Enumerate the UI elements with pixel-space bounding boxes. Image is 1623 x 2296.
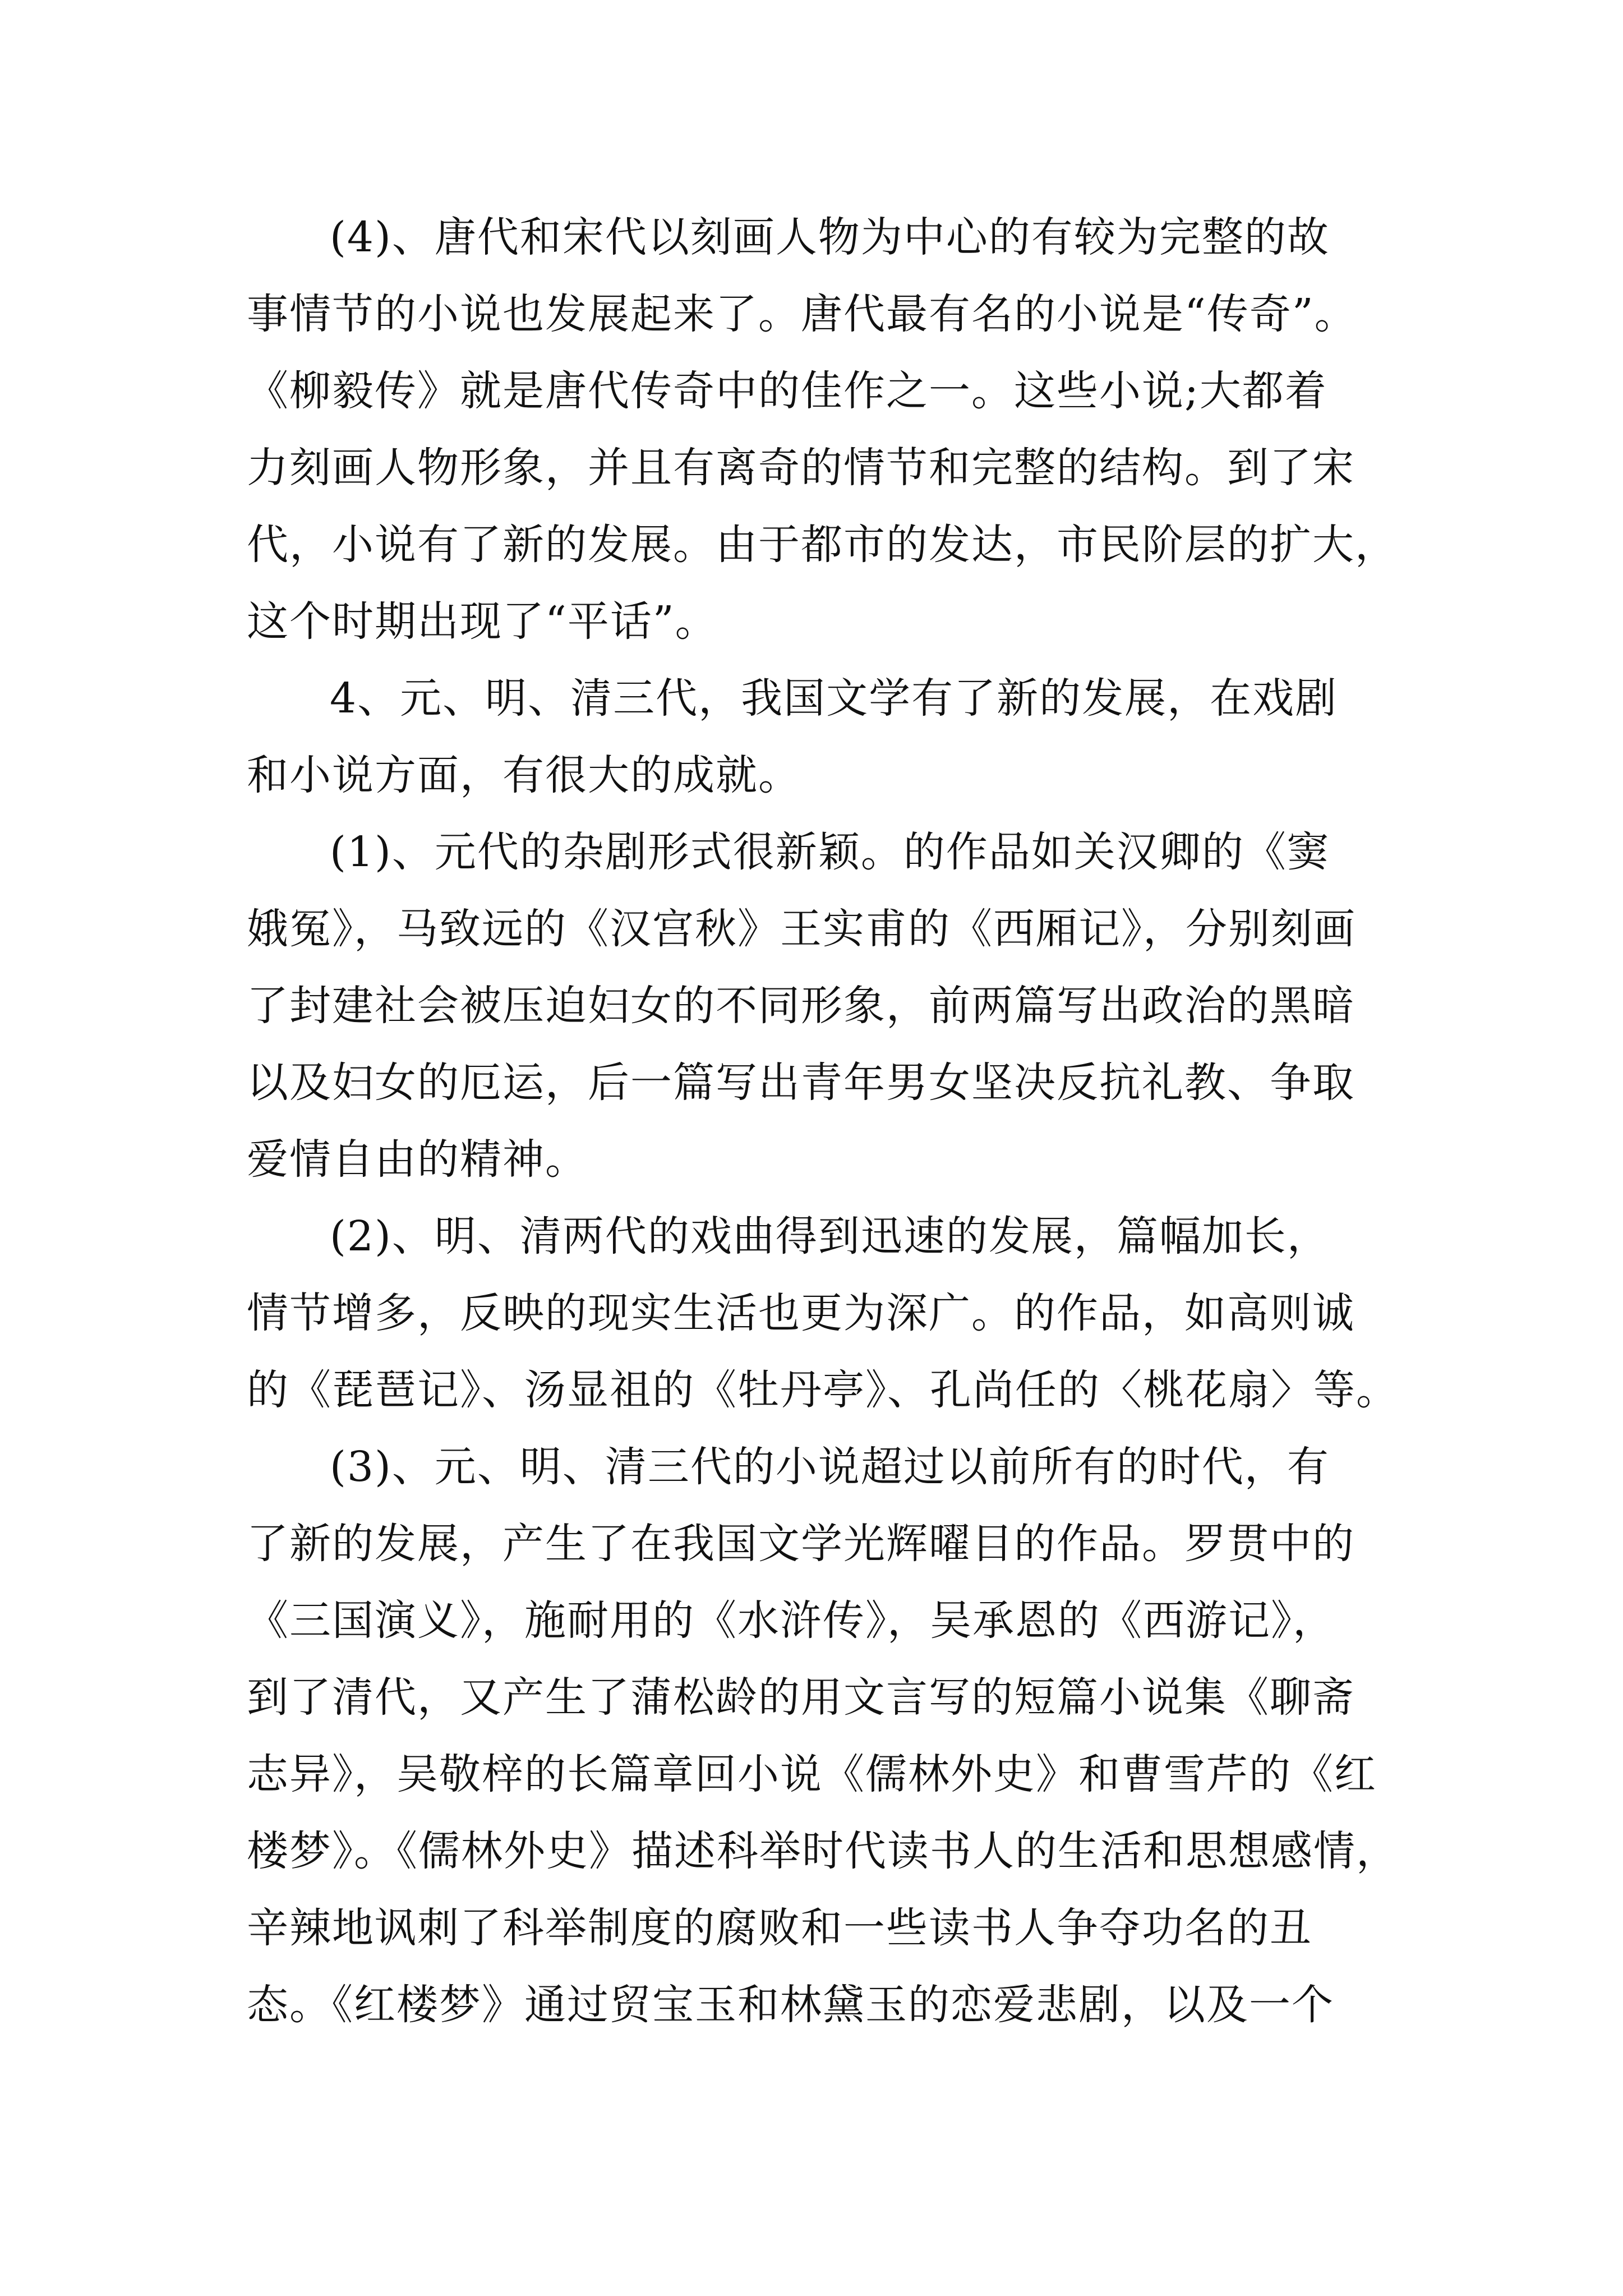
text-line: 事情节的小说也发展起来了。唐代最有名的小说是“传奇”。 [247,290,1357,338]
document-body [247,199,1399,2044]
text-line: 爱情自由的精神。 [247,1135,588,1184]
text-line: 情节增多，反映的现实生活也更为深广。的作品，如高则诚 [247,1289,1355,1337]
text-line: 楼梦》。《儒林外史》描述科举时代读书人的生活和思想感情， [247,1827,1399,1875]
text-line: 的《琵琶记》、汤显祖的《牡丹亭》、孔尚任的〈桃花扇〉等。 [247,1366,1399,1414]
text-line: 了封建社会被压迫妇女的不同形象，前两篇写出政治的黑暗 [247,982,1355,1030]
paragraph-yuan-ming-qing-novels [247,1429,1399,2044]
text-line: 《三国演义》，施耐用的《水浒传》，吴承恩的《西游记》， [247,1596,1335,1645]
text-line: 这个时期出现了“平话”。 [247,597,718,646]
text-line: 和小说方面，有很大的成就。 [247,751,801,799]
text-line: 《柳毅传》就是唐代传奇中的佳作之一。这些小说;大都着 [247,367,1327,415]
paragraph-tang-song-fiction [247,199,1396,660]
text-line: (2)、明、清两代的戏曲得到迅速的发展，篇幅加长， [330,1212,1330,1260]
text-line: 娥冤》，马致远的《汉宫秋》王实甫的《西厢记》，分别刻画 [247,905,1356,953]
text-line: 4、元、明、清三代，我国文学有了新的发展，在戏剧 [330,674,1338,723]
text-line: 志异》，吴敬梓的长篇章回小说《儒林外史》和曹雪芹的《红 [247,1750,1377,1798]
text-line: 代，小说有了新的发展。由于都市的发达，市民阶层的扩大， [247,521,1398,569]
text-line: 态。《红楼梦》通过贸宝玉和林黛玉的恋爱悲剧，以及一个 [247,1981,1334,2029]
paragraph-ming-qing-drama [247,1198,1399,1429]
text-line: (4)、唐代和宋代以刻画人物为中心的有较为完整的故 [330,213,1330,261]
text-line: (3)、元、明、清三代的小说超过以前所有的时代，有 [330,1443,1330,1491]
text-line: 力刻画人物形象，并且有离奇的情节和完整的结构。到了宋 [247,444,1355,492]
text-line: 了新的发展，产生了在我国文学光辉曜目的作品。罗贯中的 [247,1520,1355,1568]
text-line: 辛辣地讽刺了科举制度的腐败和一些读书人争夺功名的丑 [247,1904,1312,1952]
paragraph-yuan-ming-qing [247,660,1396,814]
text-line: 到了清代，又产生了蒲松龄的用文言写的短篇小说集《聊斋 [247,1673,1355,1722]
text-line: 以及妇女的厄运，后一篇写出青年男女坚决反抗礼教、争取 [247,1059,1355,1107]
text-line: (1)、元代的杂剧形式很新颖。的作品如关汉卿的《窦 [330,828,1330,876]
paragraph-yuan-zaju [247,814,1396,1198]
